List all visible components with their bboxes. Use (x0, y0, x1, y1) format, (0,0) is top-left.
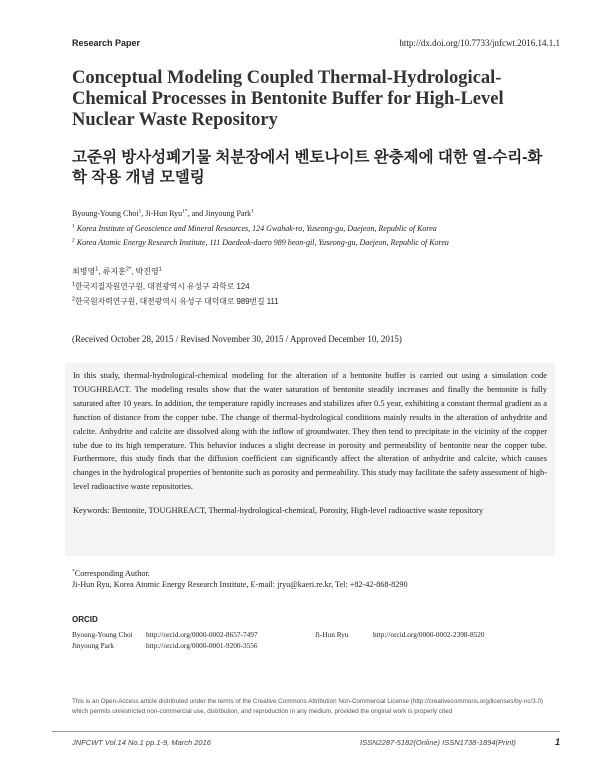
affiliation-text: 한국원자력연구원, 대전광역시 유성구 대덕대로 989번길 111 (75, 297, 279, 306)
affiliation-marker: 1 (158, 266, 162, 273)
paper-title-english: Conceptual Modeling Coupled Thermal-Hydrological-Chemical Processes in Bentonite Buffer for High-Level Nuclear Waste Repository (72, 68, 504, 130)
affiliation-korean (72, 296, 279, 307)
affiliation-text: Korea Atomic Energy Research Institute, 111 Daedeok-daero 989 beon-gil, Yuseong-gu, Daejeon, Republic of Korea (76, 238, 449, 247)
author-separator: , (141, 209, 146, 218)
author-separator: , (131, 267, 136, 276)
affiliation-marker: 2* (125, 266, 132, 273)
orcid-link[interactable]: http://orcid.org/0000-0001-9200-3556 (146, 641, 258, 650)
affiliation-text: Korea Institute of Geoscience and Mineral Resources, 124 Gwahak-ro, Yuseong-gu, Daejeon, Republic of Korea (76, 224, 437, 233)
affiliation-marker: 1 (251, 208, 254, 215)
author-list-english (72, 208, 254, 219)
affiliation-marker: 1 (95, 266, 99, 273)
submission-dates: (Received October 28, 2015 / Revised November 30, 2015 / Approved December 10, 2015) (72, 334, 402, 344)
affiliation-marker: 1 (138, 208, 142, 215)
author-separator: , and (187, 209, 206, 218)
author-name: Ji-Hun Ryu (145, 209, 183, 218)
author-list-korean (72, 266, 162, 277)
doi-link[interactable]: http://dx.doi.org/10.7733/jnfcwt.2016.14.1.1 (399, 38, 560, 48)
author-name: 최병영 (72, 267, 96, 276)
abstract-text: In this study, thermal-hydrological-chemical modeling for the alteration of a bentonite buffer is carried out using a simulation code TOUGHREACT. The modeling results show that the water saturation of bentonite steadily increases and finally the bentonite is fully saturated after 10 years. In addition, the temperature rapidly increases and stabilizes after 0.5 year, exhibiting a constant thermal gradient as a function of distance from the copper tube. The change of thermal-hydrological conditions mainly results in the alteration of anhydrite and calcite. Anhydrite and calcite are dissolved along with the inflow of groundwater. They then tend to precipitate in the vicinity of the copper tube due to its high temperature. This behavior induces a slight decrease in porosity and permeability of bentonite near the copper tube. Furthermore, this study finds that the diffusion coefficient can significantly affect the alteration of anhydrite and calcite, which causes changes in the hydrological properties of bentonite such as porosity and permeability. This study may facilitate the safety assessment of high-level radioactive waste repositories. (73, 371, 547, 492)
orcid-link[interactable]: http://orcid.org/0000-0002-8657-7497 (146, 630, 258, 639)
affiliation-marker: 1 (72, 223, 75, 230)
affiliation-korean (72, 281, 250, 292)
page-number: 1 (554, 737, 560, 747)
affiliation-english (72, 223, 437, 234)
corresponding-marker: * (72, 568, 75, 575)
orcid-name: Ji-Hun Ryu (315, 630, 349, 639)
affiliation-text: 한국지질자원연구원, 대전광역시 유성구 과학로 124 (75, 282, 250, 291)
orcid-link[interactable]: http://orcid.org/0000-0002-2398-8520 (373, 630, 485, 639)
affiliation-english (72, 237, 449, 248)
orcid-heading: ORCID (72, 615, 98, 624)
affiliation-marker: 2 (72, 237, 75, 244)
footer-divider (52, 731, 560, 732)
author-name: 박진영 (135, 267, 159, 276)
footer-journal-info: JNFCWT Vol.14 No.1 pp.1-9, March 2016 (72, 738, 211, 747)
keywords: Keywords: Bentonite, TOUGHREACT, Thermal-hydrological-chemical, Porosity, High-level radioactive waste repository (73, 506, 484, 516)
author-name: Byoung-Young Choi (72, 209, 139, 218)
author-separator: , (98, 267, 103, 276)
footer-issn: ISSN2287-5182(Online) ISSN1738-1894(Print) (360, 738, 516, 747)
orcid-name: Byoung-Young Choi (72, 630, 133, 639)
paper-title-korean: 고준위 방사성폐기물 처분장에서 벤토나이트 완충제에 대한 열-수리-화학 작용 개념 모델링 (72, 149, 543, 186)
corresponding-label: Corresponding Author. (74, 569, 150, 578)
affiliation-marker: 2 (72, 296, 76, 303)
orcid-name: Jinyoung Park (72, 641, 114, 650)
author-name: Jinyoung Park (205, 209, 252, 218)
affiliation-marker: 1* (182, 208, 188, 215)
article-type-label: Research Paper (72, 38, 141, 48)
author-name: 류지훈 (102, 267, 126, 276)
affiliation-marker: 1 (72, 281, 76, 288)
license-notice: This is an Open-Access article distributed under the terms of the Creative Commons Attribution Non-Commercial License (http://creativecommons.org/licenses/by-nc/3.0) which permits unrestricted non-commercial use, distribution, and reproduction in any medium, provided the original work is properly cited (72, 698, 544, 715)
abstract-box (65, 363, 555, 556)
corresponding-author-info: Ji-Hun Ryu, Korea Atomic Energy Research Institute, E-mail: jryu@kaeri.re.kr, Tel: +82-42-868-8290 (72, 580, 408, 589)
